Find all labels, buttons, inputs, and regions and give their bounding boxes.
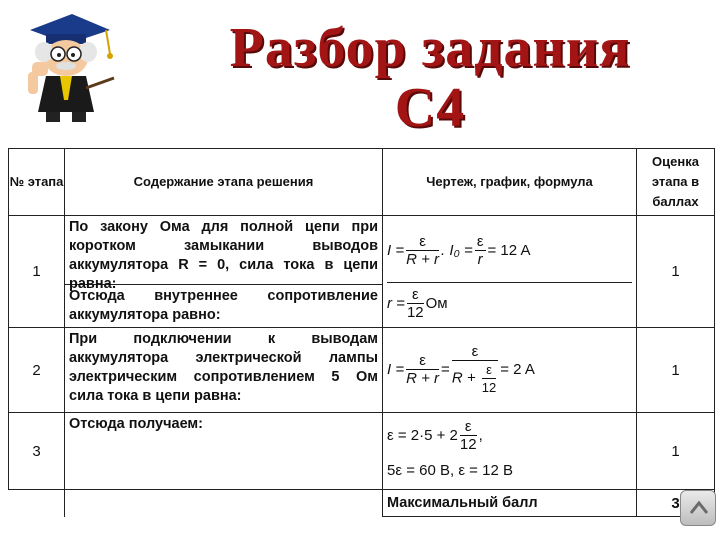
stage-1-formula-2 — [387, 282, 632, 323]
s2-num-2: ε — [452, 343, 498, 361]
f2-rhs: Ом — [425, 294, 448, 312]
stage-1-formulas — [383, 216, 637, 328]
f2-fraction — [407, 286, 424, 321]
s2-inner-den: 12 — [481, 379, 497, 395]
stage-1-score: 1 — [637, 216, 715, 328]
stage-3-formula-2: 5ε = 60 В, ε = 12 В — [387, 461, 513, 479]
f1-fraction-1 — [406, 233, 439, 268]
stage-2-text: При подключении к выводам аккумулятора электрической лампы электрическим сопротивлением 5 Ом сила тока в цепи равна: — [65, 328, 383, 413]
s2-lhs: I = — [387, 360, 405, 378]
stage-3-formula-1 — [387, 415, 632, 455]
s3-lhs: ε = 2·5 + 2 — [387, 426, 458, 444]
solution-table — [8, 148, 715, 517]
s2-eq: = — [441, 360, 450, 378]
s3-fraction — [460, 418, 477, 453]
max-score-row — [9, 490, 715, 517]
f1-rhs: = 12 A — [487, 241, 531, 259]
arrow-right-icon — [681, 491, 715, 525]
stage-3-formulas — [383, 413, 637, 490]
page-title — [150, 18, 710, 138]
f1-lhs: I = — [387, 241, 405, 259]
stage-1-number: 1 — [9, 216, 65, 328]
s2-den-1: R + r — [406, 369, 440, 387]
stage-2-score: 1 — [637, 328, 715, 413]
stage-1-text-1: По закону Ома для полной цепи при коротком замыкании выводов аккумулятора R = 0, сила тока в цепи равна: — [69, 219, 378, 292]
title-line-1: Разбор задания — [229, 17, 631, 79]
header-stage-content: Содержание этапа решения — [65, 149, 383, 216]
empty-cell-1 — [9, 490, 65, 517]
s2-inner-fraction — [482, 361, 496, 396]
empty-cell-2 — [65, 490, 383, 517]
f2-num: ε — [407, 286, 424, 304]
s2-den-2a: R + — [451, 368, 480, 386]
stage-3-number: 3 — [9, 413, 65, 490]
s2-rhs: = 2 A — [500, 360, 535, 378]
f1-den-1: R + r — [406, 250, 440, 268]
max-score-label: Максимальный балл — [383, 490, 637, 517]
s3-num: ε — [460, 418, 477, 436]
s2-num-1: ε — [406, 352, 439, 370]
s3-den: 12 — [459, 435, 477, 453]
title-line-2: С4 — [394, 77, 466, 139]
stage-2-number: 2 — [9, 328, 65, 413]
f1-fraction-2 — [475, 233, 486, 268]
f1-num-1: ε — [406, 233, 439, 251]
s2-fraction-2 — [452, 343, 498, 396]
stage-3-score: 1 — [637, 413, 715, 490]
stage-2-formula-row — [387, 330, 632, 408]
professor-mascot-image — [10, 8, 120, 126]
s2-fraction-1 — [406, 352, 439, 387]
f2-lhs: r = — [387, 294, 405, 312]
stage-2-row — [9, 328, 715, 413]
header-drawing-formula: Чертеж, график, формула — [383, 149, 637, 216]
s2-den-2 — [452, 361, 498, 396]
f1-den-2: r — [477, 250, 483, 268]
stage-3-text: Отсюда получаем: — [65, 413, 383, 490]
f1-num-2: ε — [476, 232, 484, 250]
f1-mid: . I₀ = — [441, 241, 473, 259]
header-row — [9, 149, 715, 216]
s3-rhs: , — [478, 426, 483, 444]
header-stage-number: № этапа — [9, 149, 65, 216]
next-slide-button[interactable] — [680, 490, 716, 526]
stage-3-row — [9, 413, 715, 490]
stage-1-content — [65, 216, 383, 328]
stage-1-formula-1 — [387, 218, 632, 282]
stage-2-formula — [383, 328, 637, 413]
max-score-value: 3 — [637, 490, 715, 517]
s2-inner-num: ε — [482, 361, 496, 379]
stage-1-row — [9, 216, 715, 328]
f2-den: 12 — [406, 303, 424, 321]
stage-1-text-2: Отсюда внутреннее сопротивление аккумулятора равно: — [65, 284, 382, 327]
header-score: Оценка этапа в баллах — [637, 149, 715, 216]
